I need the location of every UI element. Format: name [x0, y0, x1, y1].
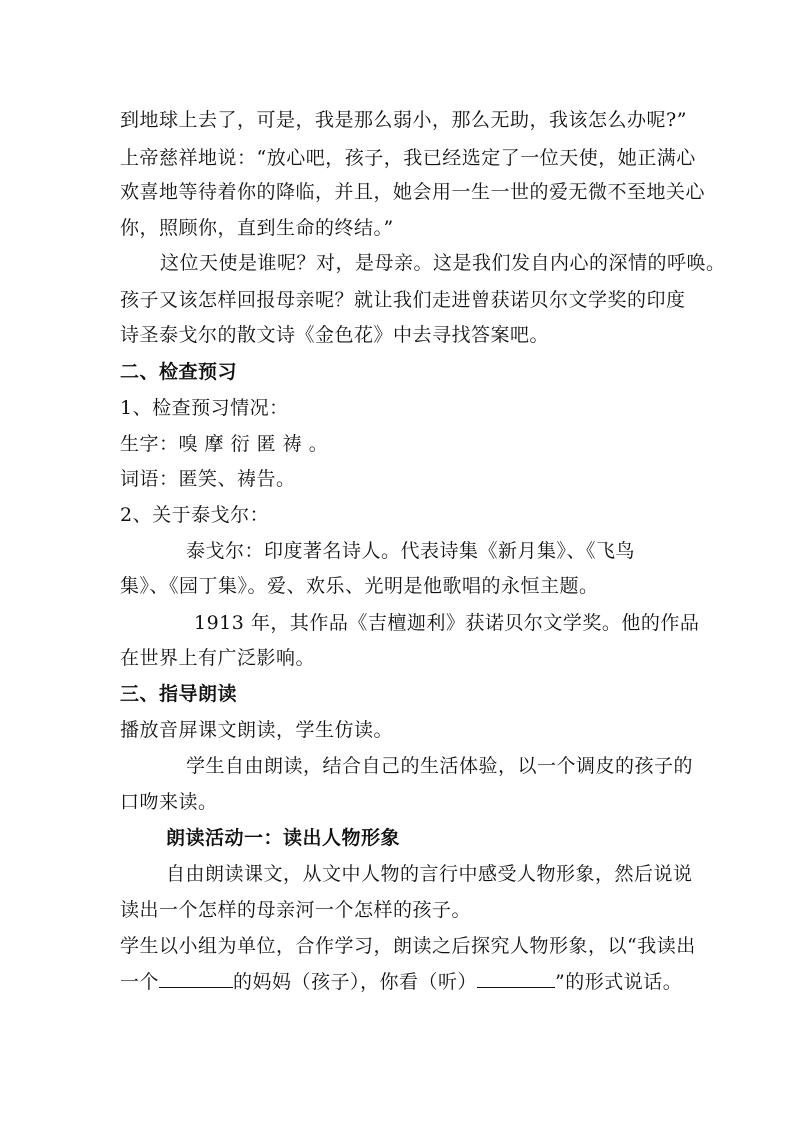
tagore-line: 在世界上有广泛影响。 — [120, 647, 316, 669]
blank-line — [159, 969, 233, 988]
list-item: 1、检查预习情况： — [120, 397, 289, 419]
paragraph-line: 口吻来读。 — [120, 791, 218, 813]
paragraph-line: 学生以小组为单位，合作学习，朗读之后探究人物形象，以“我读出 — [120, 935, 696, 957]
paragraph-line: 自由朗读课文，从文中人物的言行中感受人物形象，然后说说 — [166, 863, 693, 885]
paragraph-line: 上帝慈祥地说：“放心吧，孩子，我已经选定了一位天使，她正满心 — [120, 147, 696, 169]
paragraph-line: 孩子又该怎样回报母亲呢？就让我们走进曾获诺贝尔文学奖的印度 — [120, 289, 686, 311]
paragraph-line: 这位天使是谁呢？对，是母亲。这是我们发自内心的深情的呼唤。 — [160, 252, 726, 274]
tagore-line: 泰戈尔：印度著名诗人。代表诗集《新月集》、《飞鸟 — [186, 540, 636, 562]
sentence-part: 的妈妈（孩子），你看（听） — [233, 971, 478, 993]
paragraph-line: 诗圣泰戈尔的散文诗《金色花》中去寻找答案吧。 — [120, 324, 550, 346]
paragraph-line: 到地球上去了，可是，我是那么弱小，那么无助，我该怎么办呢?” — [120, 109, 687, 131]
vocabulary-words: 词语：匿笑、祷告。 — [120, 468, 296, 490]
blank-line — [477, 969, 555, 988]
section-heading: 三、指导朗读 — [120, 683, 238, 705]
paragraph-line: 读出一个怎样的母亲河一个怎样的孩子。 — [120, 899, 472, 921]
activity-heading: 朗读活动一：读出人物形象 — [166, 827, 401, 849]
sentence-part: 一个 — [120, 971, 160, 993]
paragraph-line: 播放音屏课文朗读，学生仿读。 — [120, 719, 394, 741]
tagore-line: 1913 年，其作品《吉檀迦利》获诺贝尔文学奖。他的作品 — [194, 612, 700, 634]
paragraph-line: 你，照顾你，直到生命的终结。” — [120, 217, 394, 239]
list-item: 2、关于泰戈尔： — [120, 504, 270, 526]
paragraph-line: 欢喜地等待着你的降临，并且，她会用一生一世的爱无微不至地关心 — [120, 181, 706, 203]
paragraph-line: 学生自由朗读，结合自己的生活体验，以一个调皮的孩子的 — [186, 755, 694, 777]
sentence-part: ”的形式说话。 — [555, 971, 683, 993]
fill-in-sentence — [120, 969, 683, 994]
vocabulary-characters: 生字：嗅 摩 衍 匿 祷 。 — [120, 433, 329, 455]
section-heading: 二、检查预习 — [120, 361, 238, 383]
tagore-line: 集》、《园丁集》。爱、欢乐、光明是他歌唱的永恒主题。 — [120, 575, 599, 597]
